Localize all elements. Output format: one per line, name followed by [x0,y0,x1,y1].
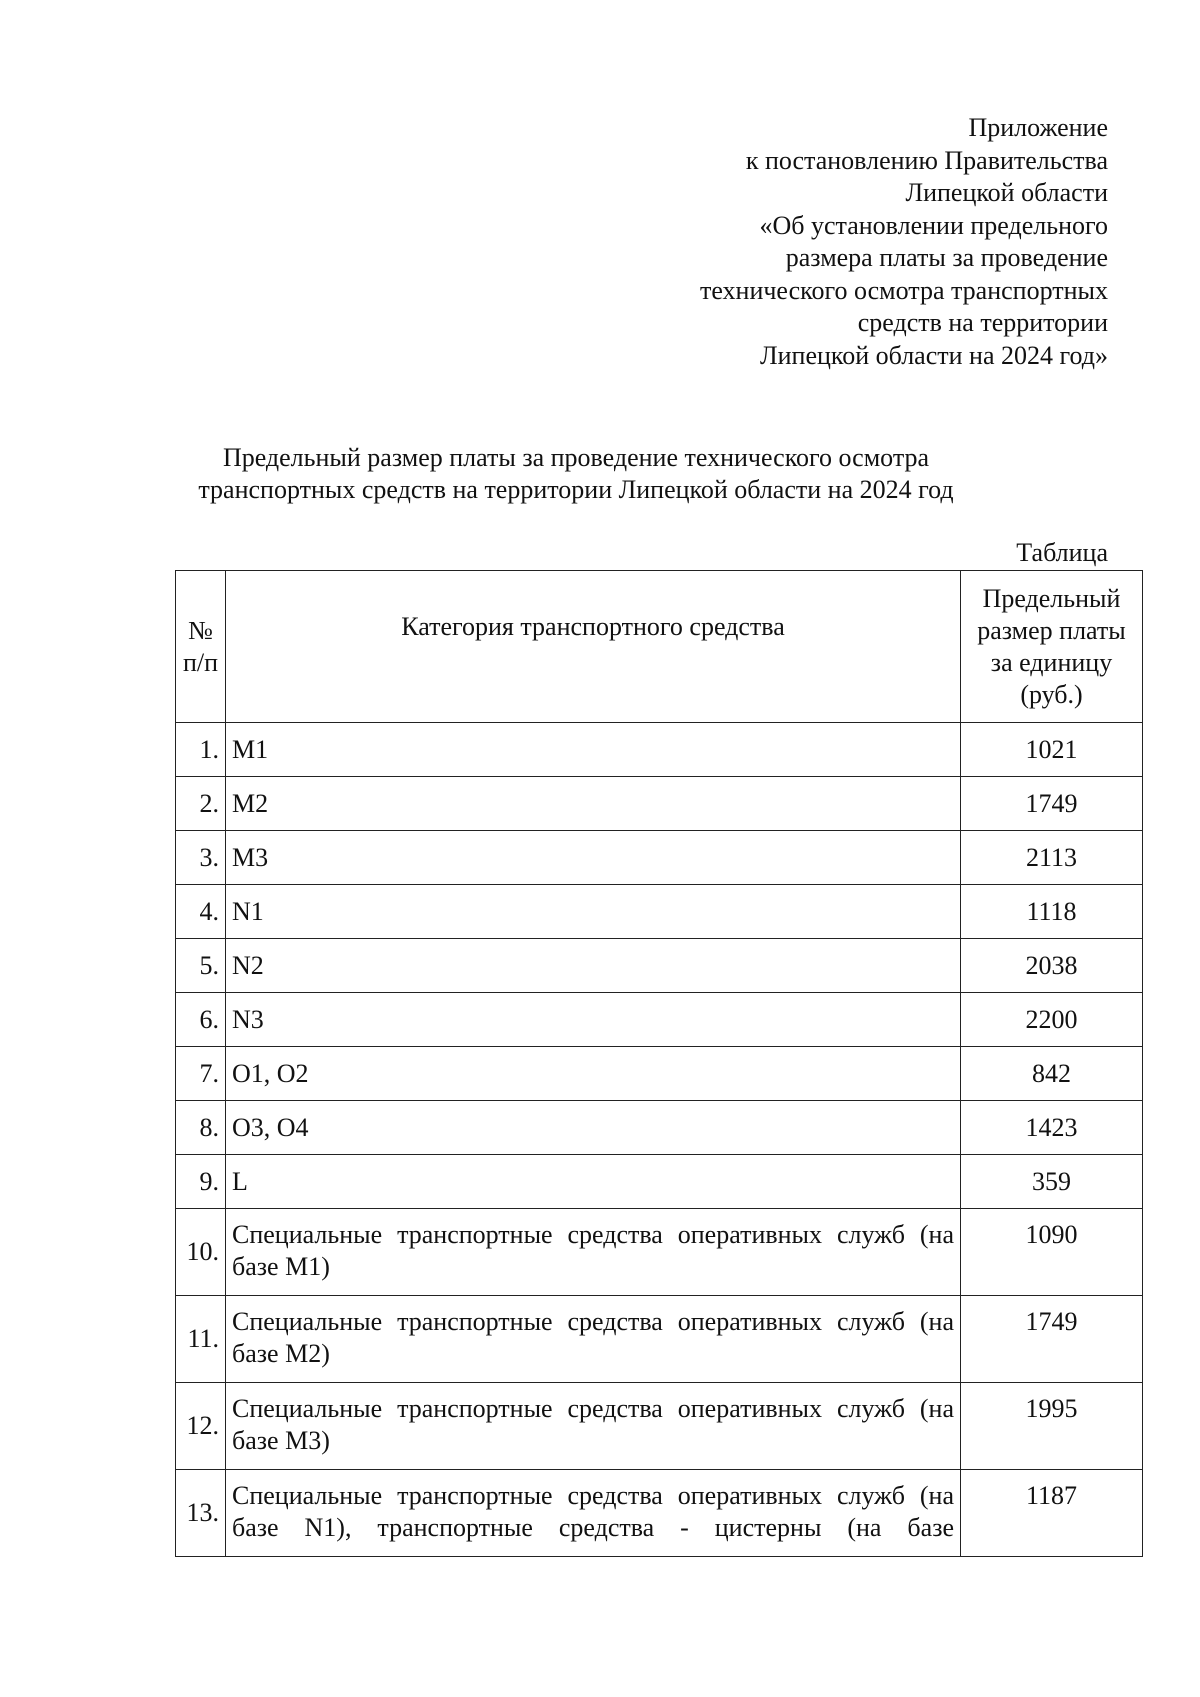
table-row [176,993,1143,1047]
table-row [176,1209,1143,1296]
table-row [176,1047,1143,1101]
document-title [176,442,976,506]
row-category: Специальные транспортные средства оперативных служб (на базе N1), транспортные средства - цистерны (на базе [226,1470,961,1557]
row-fee: 1090 [961,1209,1143,1296]
row-number: 2. [176,777,226,831]
row-fee: 1749 [961,777,1143,831]
header-fee [961,571,1143,723]
row-category: Специальные транспортные средства оперативных служб (на базе М2) [226,1296,961,1383]
appendix-line: Приложение [968,113,1108,142]
appendix-line: Липецкой области на 2024 год» [759,340,1108,370]
row-number: 12. [176,1383,226,1470]
table-row [176,1296,1143,1383]
row-number: 7. [176,1047,226,1101]
table-row [176,1101,1143,1155]
appendix-line: «Об установлении предельного [759,210,1108,240]
header-fee-line: за единицу [990,647,1113,677]
row-fee: 1118 [961,885,1143,939]
header-category: Категория транспортного средства [226,571,961,723]
row-number: 9. [176,1155,226,1209]
row-fee: 2038 [961,939,1143,993]
appendix-line: технического осмотра транспортных [699,275,1108,305]
table-row [176,1155,1143,1209]
header-number-line: п/п [182,647,219,677]
table-header-row [176,571,1143,723]
row-category: М1 [226,723,961,777]
row-category: L [226,1155,961,1209]
row-fee: 359 [961,1155,1143,1209]
row-category: М3 [226,831,961,885]
table-row [176,723,1143,777]
header-fee-line: (руб.) [1020,679,1083,709]
row-category: Специальные транспортные средства оперативных служб (на базе М1) [226,1209,961,1296]
row-fee: 1749 [961,1296,1143,1383]
row-fee: 1021 [961,723,1143,777]
title-line: Предельный размер платы за проведение технического осмотра [222,443,930,472]
row-fee: 1995 [961,1383,1143,1470]
row-category: O1, O2 [226,1047,961,1101]
row-number: 10. [176,1209,226,1296]
row-category: N3 [226,993,961,1047]
header-number-line: № [188,615,213,645]
row-category: М2 [226,777,961,831]
table-row [176,885,1143,939]
title-line: транспортных средств на территории Липецкой области на 2024 год [198,475,954,504]
row-fee: 1423 [961,1101,1143,1155]
row-fee: 842 [961,1047,1143,1101]
row-number: 8. [176,1101,226,1155]
table-row [176,1383,1143,1470]
row-number: 13. [176,1470,226,1557]
row-category: Специальные транспортные средства оперативных служб (на базе М3) [226,1383,961,1470]
appendix-block [700,112,1108,372]
row-fee: 1187 [961,1470,1143,1557]
table-label: Таблица [1016,538,1108,567]
row-number: 4. [176,885,226,939]
appendix-line: размера платы за проведение [785,243,1108,272]
row-number: 5. [176,939,226,993]
row-category: N2 [226,939,961,993]
row-category: O3, O4 [226,1101,961,1155]
appendix-line: средств на территории [857,308,1108,337]
appendix-line: к постановлению Правительства [745,145,1108,175]
appendix-line: Липецкой области [905,178,1108,207]
row-fee: 2200 [961,993,1143,1047]
table-row [176,777,1143,831]
table-row [176,831,1143,885]
header-number [176,571,226,723]
row-number: 11. [176,1296,226,1383]
row-fee: 2113 [961,831,1143,885]
table-row [176,939,1143,993]
row-number: 1. [176,723,226,777]
header-fee-line: размер платы [977,615,1126,645]
header-fee-line: Предельный [982,583,1121,613]
row-number: 3. [176,831,226,885]
table-row [176,1470,1143,1557]
row-number: 6. [176,993,226,1047]
row-category: N1 [226,885,961,939]
fee-table [175,570,1143,1557]
